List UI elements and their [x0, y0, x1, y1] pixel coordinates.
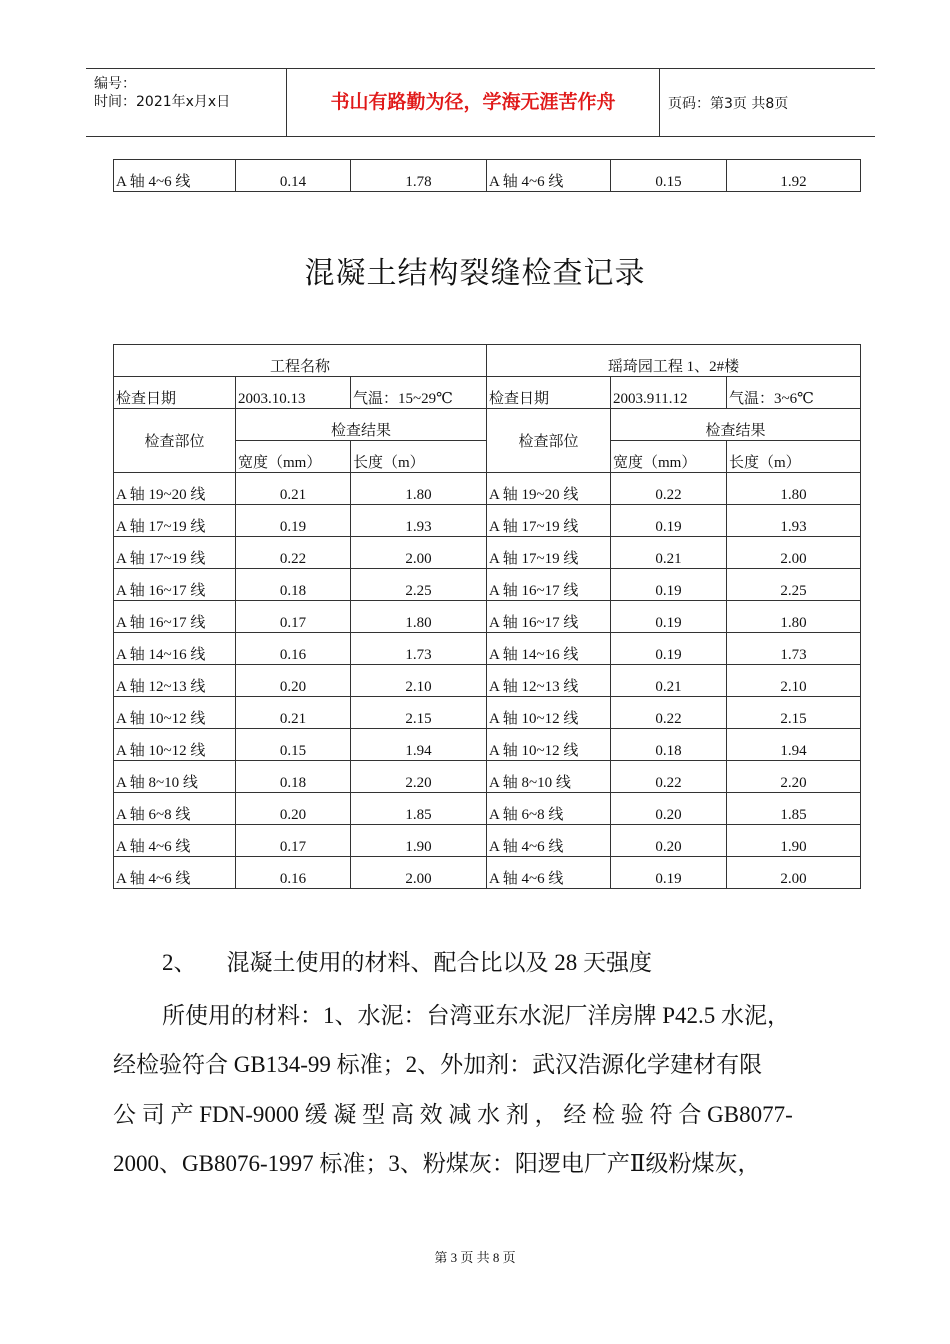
- width-cell: 0.19: [611, 505, 727, 537]
- location-cell: A 轴 14~16 线: [487, 633, 611, 665]
- length-cell: 1.78: [351, 160, 487, 192]
- width-cell: 0.18: [611, 729, 727, 761]
- location-cell: A 轴 4~6 线: [114, 825, 236, 857]
- location-cell: A 轴 4~6 线: [487, 857, 611, 889]
- table-row: [114, 537, 861, 569]
- location-cell: A 轴 8~10 线: [114, 761, 236, 793]
- location-header-left: 检查部位: [114, 409, 236, 473]
- table-row: [114, 473, 861, 505]
- location-header-right: 检查部位: [487, 409, 611, 473]
- width-cell: 0.20: [611, 793, 727, 825]
- header-meta: [86, 69, 287, 136]
- project-label: 工程名称: [114, 345, 487, 377]
- width-cell: 0.15: [236, 729, 351, 761]
- width-cell: 0.21: [611, 537, 727, 569]
- length-cell: 2.15: [351, 697, 487, 729]
- length-cell: 2.10: [351, 665, 487, 697]
- width-cell: 0.17: [236, 825, 351, 857]
- width-cell: 0.21: [236, 697, 351, 729]
- length-cell: 2.00: [727, 537, 861, 569]
- width-cell: 0.18: [236, 569, 351, 601]
- length-cell: 2.00: [727, 857, 861, 889]
- width-cell: 0.22: [611, 473, 727, 505]
- date-label-right: 检查日期: [487, 377, 611, 409]
- width-cell: 0.20: [236, 665, 351, 697]
- location-cell: A 轴 4~6 线: [114, 160, 236, 192]
- width-cell: 0.20: [611, 825, 727, 857]
- length-cell: 2.20: [727, 761, 861, 793]
- section-number: 2、: [162, 950, 197, 975]
- table-row: [114, 665, 861, 697]
- paragraph-line: 经检验符合 GB134-99 标准；2、外加剂：武汉浩源化学建材有限: [113, 1052, 763, 1077]
- project-value: 瑶琦园工程 1、2#楼: [487, 345, 861, 377]
- date-value-left: 2003.10.13: [236, 377, 351, 409]
- paragraph-line: 所使用的材料：1、水泥：台湾亚东水泥厂洋房牌 P42.5 水泥，: [162, 1003, 791, 1028]
- location-cell: A 轴 4~6 线: [487, 160, 611, 192]
- width-cell: 0.19: [611, 857, 727, 889]
- width-cell: 0.22: [611, 697, 727, 729]
- location-cell: A 轴 16~17 线: [114, 601, 236, 633]
- location-cell: A 轴 19~20 线: [487, 473, 611, 505]
- location-cell: A 轴 16~17 线: [487, 569, 611, 601]
- location-cell: A 轴 12~13 线: [114, 665, 236, 697]
- paragraph-line: 2000、GB8076-1997 标准；3、粉煤灰：阳逻电厂产Ⅱ级粉煤灰，: [113, 1151, 761, 1176]
- length-cell: 1.85: [727, 793, 861, 825]
- header-page-info: 页码：第3页 共8页: [668, 96, 789, 112]
- table-row: [114, 761, 861, 793]
- length-cell: 1.73: [727, 633, 861, 665]
- width-cell: 0.18: [236, 761, 351, 793]
- width-cell: 0.19: [611, 569, 727, 601]
- date-label-left: 检查日期: [114, 377, 236, 409]
- paragraph-line: 公 司 产 FDN-9000 缓 凝 型 高 效 减 水 剂 ， 经 检 验 符 合 GB8077-: [113, 1102, 793, 1127]
- width-cell: 0.19: [611, 633, 727, 665]
- location-cell: A 轴 6~8 线: [114, 793, 236, 825]
- width-cell: 0.20: [236, 793, 351, 825]
- location-cell: A 轴 17~19 线: [114, 505, 236, 537]
- length-cell: 1.93: [727, 505, 861, 537]
- table-row: [114, 729, 861, 761]
- width-cell: 0.16: [236, 633, 351, 665]
- width-cell: 0.19: [236, 505, 351, 537]
- result-header-left: 检查结果: [236, 409, 487, 441]
- location-cell: A 轴 17~19 线: [487, 505, 611, 537]
- length-cell: 2.15: [727, 697, 861, 729]
- width-header-right: 宽度（mm）: [611, 441, 727, 473]
- length-cell: 2.10: [727, 665, 861, 697]
- continued-table: [113, 159, 861, 192]
- location-cell: A 轴 14~16 线: [114, 633, 236, 665]
- width-cell: 0.22: [236, 537, 351, 569]
- length-cell: 1.90: [727, 825, 861, 857]
- location-cell: A 轴 12~13 线: [487, 665, 611, 697]
- temperature-left: 气温：15~29℃: [351, 377, 487, 409]
- location-cell: A 轴 10~12 线: [114, 729, 236, 761]
- location-cell: A 轴 17~19 线: [487, 537, 611, 569]
- time-label: 时间：2021年x月x日: [94, 94, 231, 110]
- location-cell: A 轴 10~12 线: [487, 697, 611, 729]
- length-header-left: 长度（m）: [351, 441, 487, 473]
- length-cell: 1.80: [727, 601, 861, 633]
- date-value-right: 2003.911.12: [611, 377, 727, 409]
- location-cell: A 轴 4~6 线: [487, 825, 611, 857]
- length-cell: 2.00: [351, 857, 487, 889]
- table-row: [114, 825, 861, 857]
- table-row: [114, 697, 861, 729]
- document-title: 混凝土结构裂缝检查记录: [304, 257, 646, 290]
- project-row: [114, 345, 861, 377]
- table-row: [114, 601, 861, 633]
- table-row: [114, 857, 861, 889]
- width-cell: 0.22: [611, 761, 727, 793]
- number-label: 编号：: [94, 76, 136, 92]
- table-row: [114, 793, 861, 825]
- section-title: 混凝土使用的材料、配合比以及 28 天强度: [226, 950, 652, 975]
- length-cell: 1.94: [351, 729, 487, 761]
- temperature-right: 气温：3~6℃: [727, 377, 861, 409]
- length-cell: 1.85: [351, 793, 487, 825]
- width-cell: 0.15: [611, 160, 727, 192]
- length-cell: 1.80: [351, 601, 487, 633]
- width-header-left: 宽度（mm）: [236, 441, 351, 473]
- width-cell: 0.16: [236, 857, 351, 889]
- result-header-row: [114, 409, 861, 441]
- location-cell: A 轴 6~8 线: [487, 793, 611, 825]
- length-cell: 1.73: [351, 633, 487, 665]
- width-cell: 0.19: [611, 601, 727, 633]
- length-cell: 2.25: [727, 569, 861, 601]
- result-header-right: 检查结果: [611, 409, 861, 441]
- length-cell: 2.00: [351, 537, 487, 569]
- width-cell: 0.21: [236, 473, 351, 505]
- length-cell: 1.80: [351, 473, 487, 505]
- location-cell: A 轴 10~12 线: [487, 729, 611, 761]
- section-2-heading: [162, 944, 652, 977]
- location-cell: A 轴 10~12 线: [114, 697, 236, 729]
- length-cell: 2.25: [351, 569, 487, 601]
- length-cell: 1.80: [727, 473, 861, 505]
- length-cell: 1.93: [351, 505, 487, 537]
- location-cell: A 轴 16~17 线: [114, 569, 236, 601]
- page-footer: 第 3 页 共 8 页: [434, 1250, 516, 1265]
- page-header: [86, 68, 875, 137]
- length-header-right: 长度（m）: [727, 441, 861, 473]
- header-motto: 书山有路勤为径，学海无涯苦作舟: [287, 69, 660, 136]
- location-cell: A 轴 19~20 线: [114, 473, 236, 505]
- table-row: [114, 633, 861, 665]
- width-cell: 0.17: [236, 601, 351, 633]
- location-cell: A 轴 8~10 线: [487, 761, 611, 793]
- length-cell: 2.20: [351, 761, 487, 793]
- location-cell: A 轴 17~19 线: [114, 537, 236, 569]
- date-row: [114, 377, 861, 409]
- table-row: [114, 569, 861, 601]
- length-cell: 1.92: [727, 160, 861, 192]
- length-cell: 1.90: [351, 825, 487, 857]
- width-cell: 0.21: [611, 665, 727, 697]
- location-cell: A 轴 4~6 线: [114, 857, 236, 889]
- width-cell: 0.14: [236, 160, 351, 192]
- table-row: [114, 160, 861, 192]
- length-cell: 1.94: [727, 729, 861, 761]
- table-row: [114, 505, 861, 537]
- crack-inspection-table: [113, 344, 861, 889]
- location-cell: A 轴 16~17 线: [487, 601, 611, 633]
